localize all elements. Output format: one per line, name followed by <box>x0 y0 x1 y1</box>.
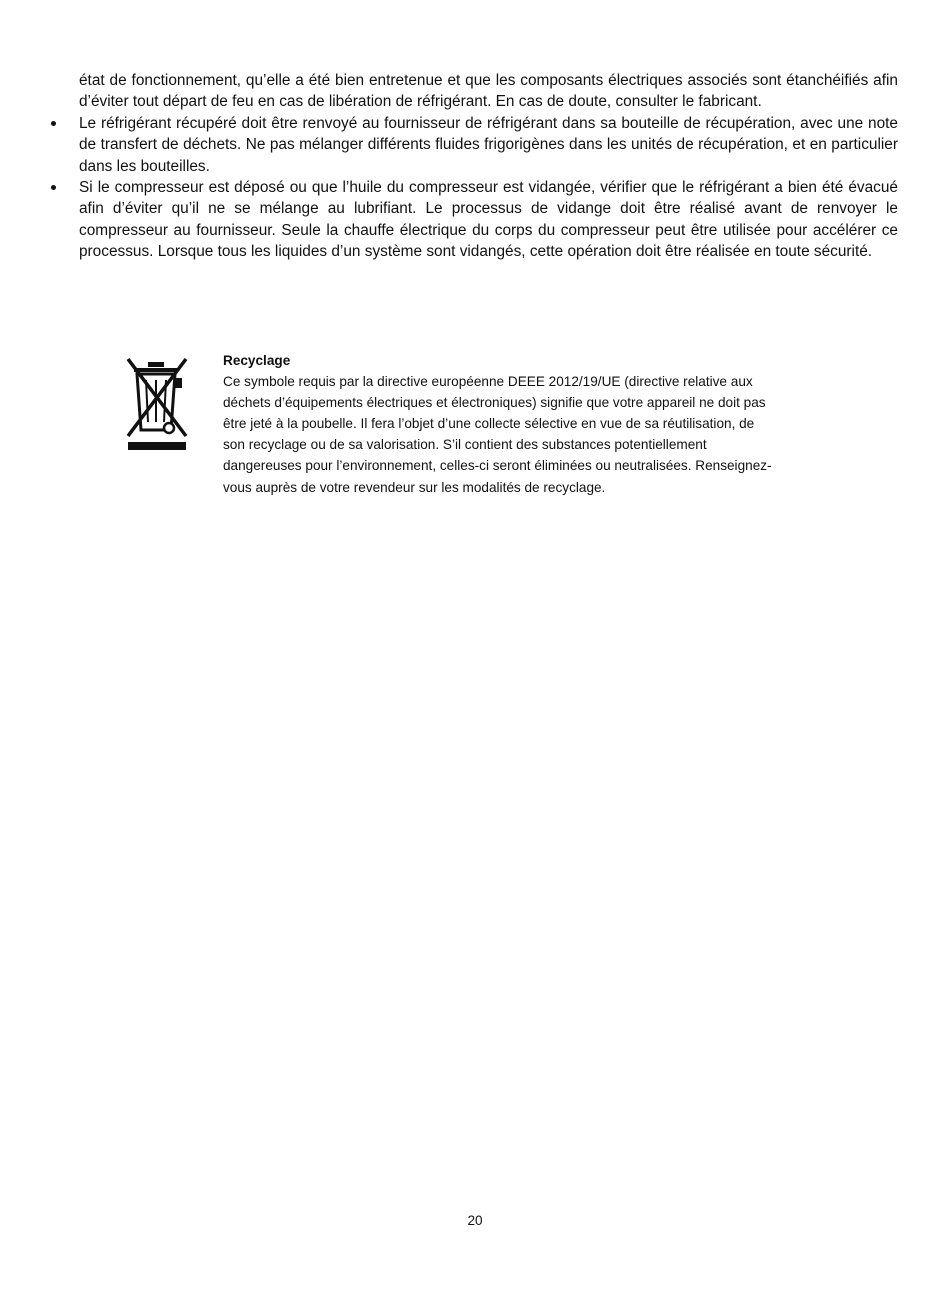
document-body <box>79 70 898 263</box>
page-number: 20 <box>467 1213 483 1228</box>
recycling-body: Ce symbole requis par la directive européenne DEEE 2012/19/UE (directive relative aux déchets d’équipements électriques et électroniques) signifie que votre appareil ne doit pas être jeté à la poubelle. Il fera l’objet d’une collecte sélective en vue de sa réutilisation, de son recyclage ou de sa valorisation. S’il contient des substances potentiellement dangereuses pour l’environnement, celles-ci seront éliminées ou neutralisées. Renseignez-vous auprès de votre revendeur sur les modalités de recyclage. <box>223 374 772 495</box>
bullet-dot-icon <box>51 185 56 190</box>
bullet-dot-icon <box>51 121 56 126</box>
recycling-text <box>223 350 779 498</box>
bullet-text: Si le compresseur est déposé ou que l’huile du compresseur est vidangée, vérifier que le réfrigérant a bien été évacué afin d’éviter qu’il ne se mélange au lubrifiant. Le processus de vidange doit être réalisé avant de renvoyer le compresseur au fournisseur. Seule la chauffe électrique du corps du compresseur peut être utilisée pour accélérer ce processus. Lorsque tous les liquides d’un système sont vidangés, cette opération doit être réalisée en toute sécurité. <box>79 179 898 261</box>
weee-crossed-bin-icon <box>126 356 188 452</box>
continued-paragraph: état de fonctionnement, qu’elle a été bien entretenue et que les composants électriques associés sont étanchéifiés afin d’éviter tout départ de feu en cas de libération de réfrigérant. En cas de doute, consulter le fabricant. <box>79 72 898 111</box>
bullet-text: Le réfrigérant récupéré doit être renvoyé au fournisseur de réfrigérant dans sa bouteille de récupération, avec une note de transfert de déchets. Ne pas mélanger différents fluides frigorigènes dans les unités de récupération, et en particulier dans les bouteilles. <box>79 114 898 175</box>
bullet-list <box>79 113 898 263</box>
bullet-item <box>79 177 898 263</box>
recycling-heading: Recyclage <box>223 353 291 368</box>
bullet-item <box>79 113 898 177</box>
